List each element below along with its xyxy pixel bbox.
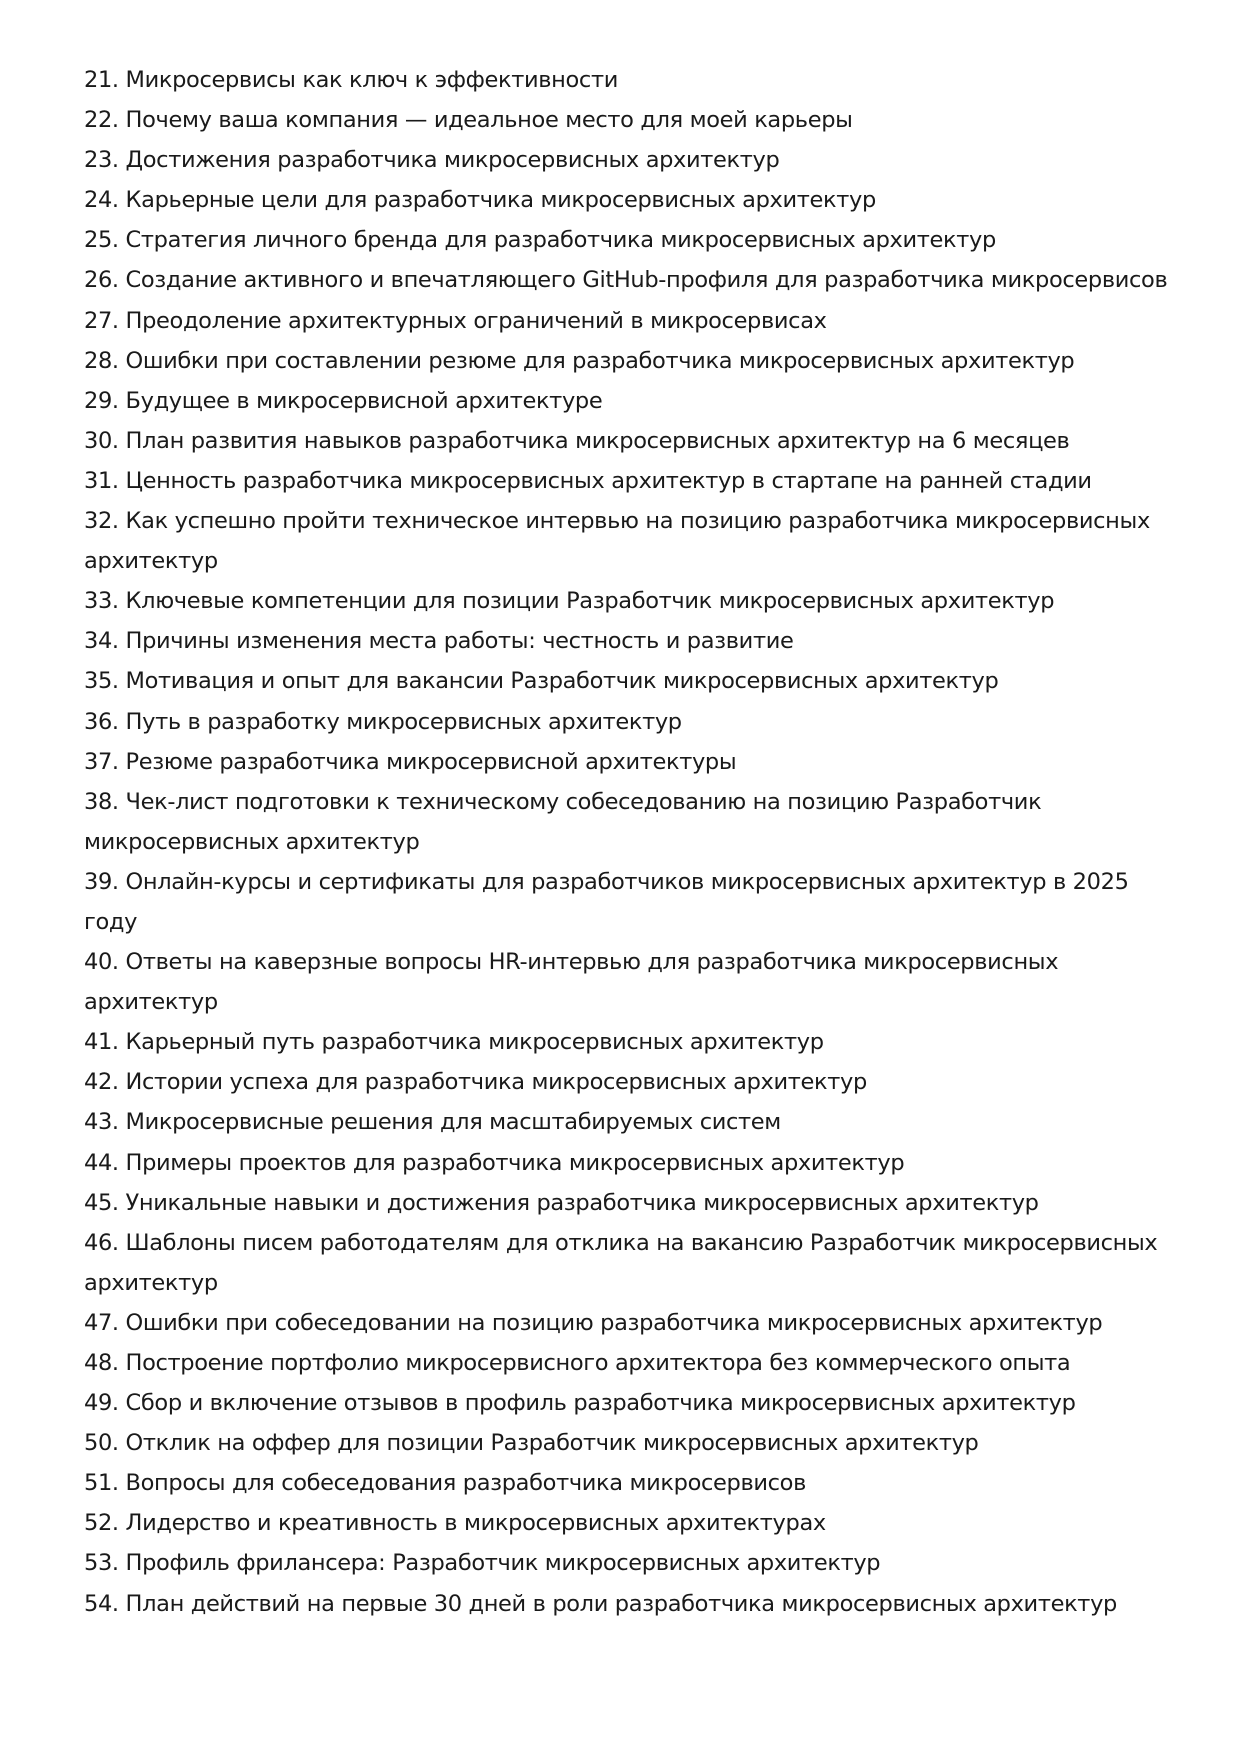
list-item: 25. Стратегия личного бренда для разработчика микросервисных архитектур [84, 227, 996, 254]
list-item: 45. Уникальные навыки и достижения разработчика микросервисных архитектур [84, 1189, 1039, 1216]
list-item: 21. Микросервисы как ключ к эффективности [84, 67, 618, 93]
list-item: 31. Ценность разработчика микросервисных архитектур в стартапе на ранней стадии [84, 467, 1092, 494]
list-item: 39. Онлайн-курсы и сертификаты для разработчиков микросервисных архитектур в 2025 году [84, 868, 1129, 935]
list-item: 22. Почему ваша компания — идеальное место для моей карьеры [84, 107, 853, 134]
list-item: 46. Шаблоны писем работодателям для отклика на вакансию Разработчик микросервисных архитектур [84, 1229, 1158, 1296]
list-item: 41. Карьерный путь разработчика микросервисных архитектур [84, 1029, 824, 1056]
list-item: 42. Истории успеха для разработчика микросервисных архитектур [84, 1069, 867, 1096]
list-item: 35. Мотивация и опыт для вакансии Разработчик микросервисных архитектур [84, 668, 999, 695]
list-item: 32. Как успешно пройти техническое интервью на позицию разработчика микросервисных архитектур [84, 508, 1150, 575]
list-item: 49. Сбор и включение отзывов в профиль разработчика микросервисных архитектур [84, 1390, 1076, 1417]
list-item: 33. Ключевые компетенции для позиции Разработчик микросервисных архитектур [84, 588, 1055, 615]
list-item: 47. Ошибки при собеседовании на позицию разработчика микросервисных архитектур [84, 1309, 1103, 1336]
list-item: 48. Построение портфолио микросервисного архитектора без коммерческого опыта [84, 1350, 1071, 1376]
list-item: 29. Будущее в микросервисной архитектуре [84, 387, 603, 414]
list-item: 52. Лидерство и креативность в микросервисных архитектурах [84, 1510, 826, 1537]
list-item: 26. Создание активного и впечатляющего GitHub-профиля для разработчика микросервисов [84, 267, 1168, 294]
list-item: 54. План действий на первые 30 дней в роли разработчика микросервисных архитектур [84, 1590, 1117, 1617]
list-item: 53. Профиль фрилансера: Разработчик микросервисных архитектур [84, 1550, 881, 1577]
topic-list [84, 60, 1174, 1624]
list-item: 43. Микросервисные решения для масштабируемых систем [84, 1109, 781, 1136]
list-item: 51. Вопросы для собеседования разработчика микросервисов [84, 1470, 806, 1497]
list-item: 28. Ошибки при составлении резюме для разработчика микросервисных архитектур [84, 347, 1075, 374]
list-item: 34. Причины изменения места работы: честность и развитие [84, 628, 794, 655]
list-item: 30. План развития навыков разработчика микросервисных архитектур на 6 месяцев [84, 427, 1070, 454]
list-item: 27. Преодоление архитектурных ограничений в микросервисах [84, 307, 827, 334]
list-item: 44. Примеры проектов для разработчика микросервисных архитектур [84, 1149, 905, 1176]
list-item: 23. Достижения разработчика микросервисных архитектур [84, 147, 780, 174]
list-item: 36. Путь в разработку микросервисных архитектур [84, 708, 682, 735]
list-item: 24. Карьерные цели для разработчика микросервисных архитектур [84, 187, 876, 214]
list-item: 38. Чек-лист подготовки к техническому собеседованию на позицию Разработчик микросервисных архитектур [84, 788, 1042, 855]
list-item: 50. Отклик на оффер для позиции Разработчик микросервисных архитектур [84, 1430, 979, 1457]
document-page [84, 60, 1174, 1624]
list-item: 40. Ответы на каверзные вопросы HR-интервью для разработчика микросервисных архитектур [84, 949, 1059, 1016]
list-item: 37. Резюме разработчика микросервисной архитектуры [84, 748, 737, 775]
